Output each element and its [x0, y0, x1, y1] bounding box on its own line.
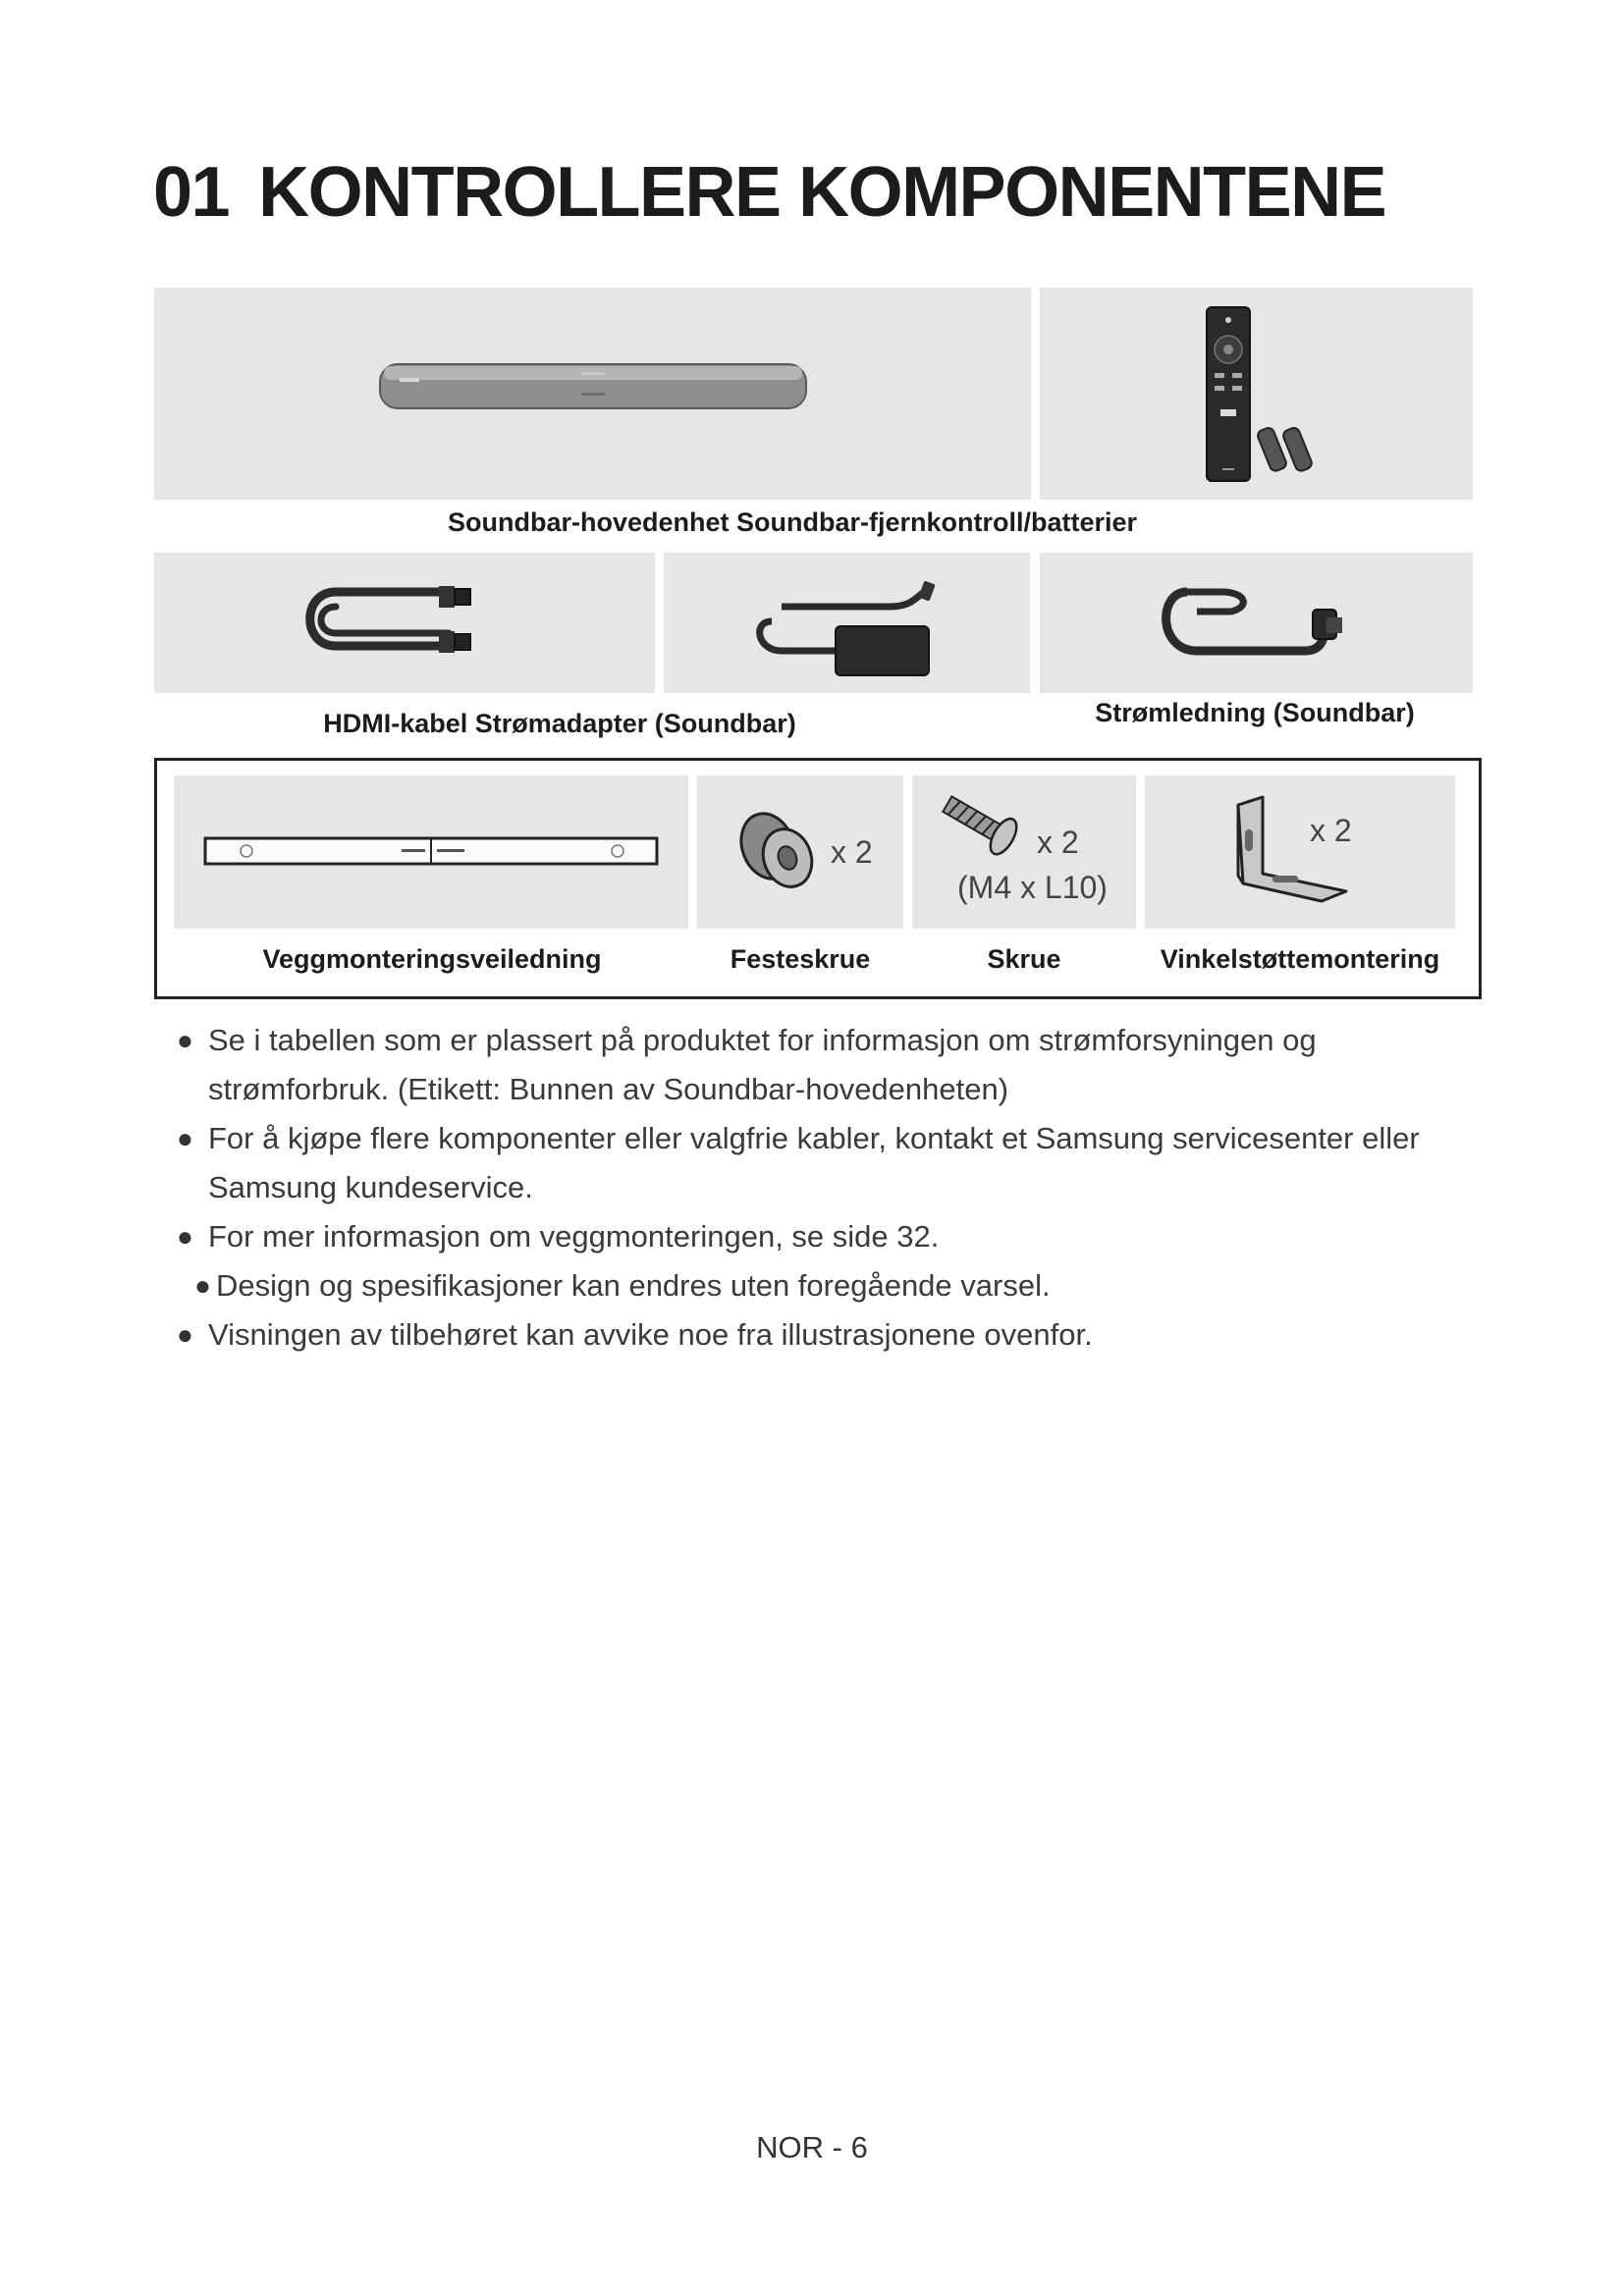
power-adapter-icon — [664, 553, 1030, 693]
bullet-icon: ● — [177, 1025, 193, 1055]
hdmi-cable-image — [154, 553, 655, 693]
note-item: ● Se i tabellen som er plassert på produktet for informasjon om strømforsyningen og strømforbruk. (Etikett: Bunnen av Soundbar-hovedenheten) — [177, 1016, 1483, 1114]
remote-control-image — [1040, 288, 1473, 500]
remote-control-icon — [1040, 288, 1473, 500]
screw-spec: (M4 x L10) — [957, 870, 1108, 905]
row2-caption-right: Strømledning (Soundbar) — [1095, 698, 1415, 727]
note-item: ● For å kjøpe flere komponenter eller valgfrie kabler, kontakt et Samsung servicesenter eller Samsung kundeservice. — [177, 1114, 1483, 1212]
page-title — [153, 153, 1386, 232]
row1-caption: Soundbar-hovedenhet Soundbar-fjernkontroll/batterier — [447, 507, 1138, 537]
section-title: KONTROLLERE KOMPONENTENE — [258, 153, 1386, 232]
notes-list — [177, 1016, 1483, 1360]
bracket-image — [1145, 775, 1455, 929]
holder-screw-label: Festeskrue — [730, 944, 871, 974]
bracket-icon — [1145, 775, 1455, 929]
soundbar-icon — [154, 288, 1031, 500]
bracket-label: Vinkelstøttemontering — [1160, 944, 1440, 974]
power-adapter-image — [664, 553, 1030, 693]
row2-caption-left: HDMI-kabel Strømadapter (Soundbar) — [323, 709, 796, 738]
bracket-quantity: x 2 — [1310, 813, 1352, 848]
holder-screw-image — [697, 775, 903, 929]
soundbar-main-unit-image — [154, 288, 1031, 500]
power-cord-image — [1040, 553, 1473, 693]
bullet-icon: ● — [177, 1123, 193, 1153]
bullet-icon: ● — [177, 1221, 193, 1252]
note-item: ● Design og spesifikasjoner kan endres uten foregående varsel. — [194, 1261, 1483, 1310]
batteries-icon — [1256, 426, 1313, 472]
note-item: ● For mer informasjon om veggmonteringen, se side 32. — [177, 1212, 1483, 1261]
note-item: ● Visningen av tilbehøret kan avvike noe fra illustrasjonene ovenfor. — [177, 1310, 1483, 1360]
wall-mount-guide-icon — [174, 775, 688, 929]
section-number: 01 — [153, 153, 230, 232]
holder-screw-quantity: x 2 — [831, 834, 873, 870]
bullet-icon: ● — [177, 1319, 193, 1350]
screw-quantity: x 2 — [1037, 825, 1079, 860]
wall-mount-guide-label: Veggmonteringsveiledning — [262, 944, 602, 974]
page-number: NOR - 6 — [756, 2130, 868, 2164]
hdmi-cable-icon — [154, 553, 655, 693]
wall-mount-guide-image — [174, 775, 688, 929]
screw-icon — [912, 775, 1136, 929]
screw-label: Skrue — [987, 944, 1061, 974]
screw-image — [912, 775, 1136, 929]
power-cord-icon — [1040, 553, 1473, 693]
bullet-icon: ● — [194, 1270, 211, 1301]
